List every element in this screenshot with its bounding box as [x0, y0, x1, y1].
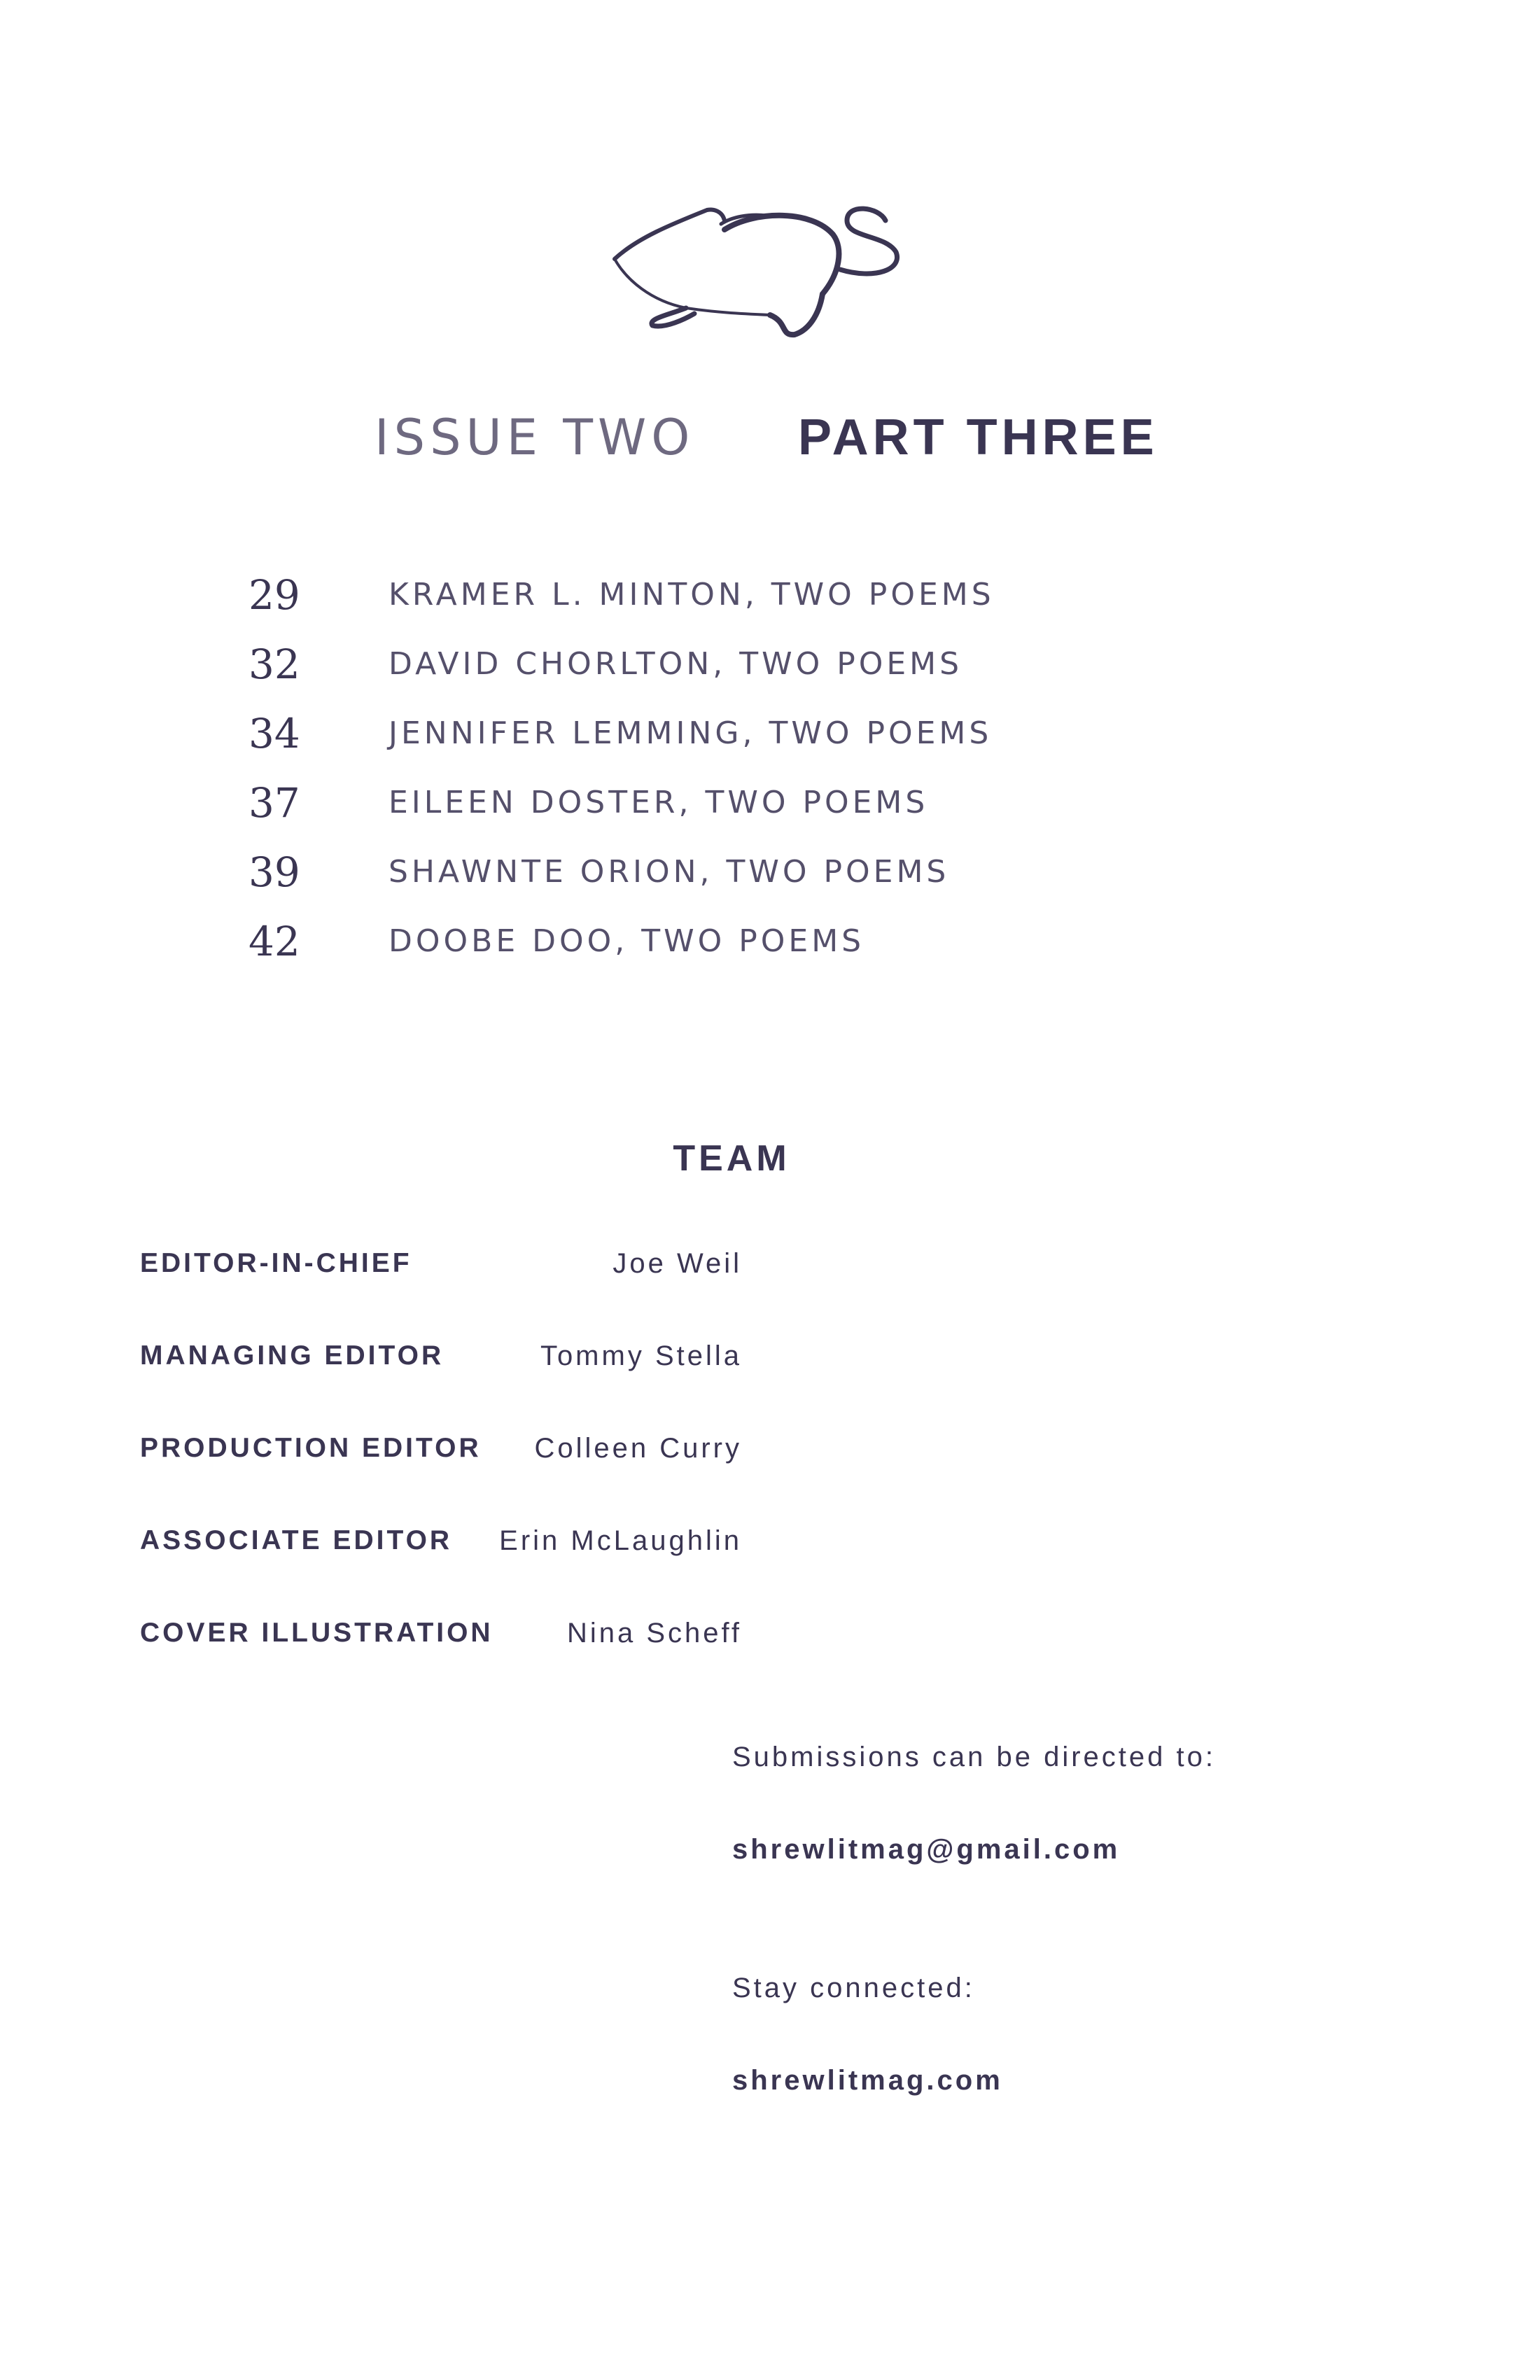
toc-row: [248, 844, 1298, 913]
toc-page-number: 34: [248, 710, 300, 757]
team-role: EDITOR-IN-CHIEF: [140, 1248, 412, 1278]
team-member-name: Erin McLaughlin: [499, 1525, 742, 1556]
team-row: [140, 1427, 742, 1520]
toc-row: [248, 706, 1298, 775]
toc-row: [248, 567, 1298, 636]
team-role: ASSOCIATE EDITOR: [140, 1525, 453, 1555]
toc-row: [248, 913, 1298, 983]
team-heading: TEAM: [673, 1138, 790, 1179]
toc-entry-title: DAVID CHORLTON, TWO POEMS: [388, 646, 963, 682]
team-row: [140, 1520, 742, 1612]
toc-entry-title: EILEEN DOSTER, TWO POEMS: [388, 785, 929, 820]
toc-page-number: 42: [248, 918, 300, 965]
team-role: MANAGING EDITOR: [140, 1340, 444, 1371]
team-member-name: Joe Weil: [612, 1248, 742, 1279]
issue-title: [0, 402, 1540, 472]
team-row: [140, 1335, 742, 1427]
toc-page-number: 32: [248, 640, 300, 688]
toc-page-number: 29: [248, 571, 300, 619]
website-link[interactable]: shrewlitmag.com: [732, 2065, 1003, 2096]
toc-row: [248, 775, 1298, 844]
submissions-label: Submissions can be directed to:: [732, 1742, 1216, 1772]
toc-page-number: 37: [248, 779, 300, 827]
team-role: PRODUCTION EDITOR: [140, 1433, 482, 1463]
toc-page-number: 39: [248, 848, 300, 896]
team-member-name: Colleen Curry: [534, 1433, 742, 1464]
toc-row: [248, 636, 1298, 706]
toc-entry-title: SHAWNTE ORION, TWO POEMS: [388, 854, 950, 890]
team-member-name: Tommy Stella: [540, 1340, 742, 1371]
part-label: PART THREE: [798, 410, 1158, 465]
stay-connected-label: Stay connected:: [732, 1973, 975, 2003]
issue-label: ISSUE TWO: [374, 409, 695, 466]
table-of-contents: [248, 567, 1298, 983]
toc-entry-title: DOOBE DOO, TWO POEMS: [388, 923, 865, 959]
shrew-logo-icon: [609, 203, 924, 343]
team-row: [140, 1612, 742, 1704]
team-list: [140, 1242, 742, 1704]
team-row: [140, 1242, 742, 1335]
submissions-email-link[interactable]: shrewlitmag@gmail.com: [732, 1834, 1121, 1865]
toc-entry-title: JENNIFER LEMMING, TWO POEMS: [388, 715, 993, 751]
team-role: COVER ILLUSTRATION: [140, 1618, 493, 1648]
team-member-name: Nina Scheff: [566, 1618, 742, 1648]
toc-entry-title: KRAMER L. MINTON, TWO POEMS: [388, 577, 995, 612]
